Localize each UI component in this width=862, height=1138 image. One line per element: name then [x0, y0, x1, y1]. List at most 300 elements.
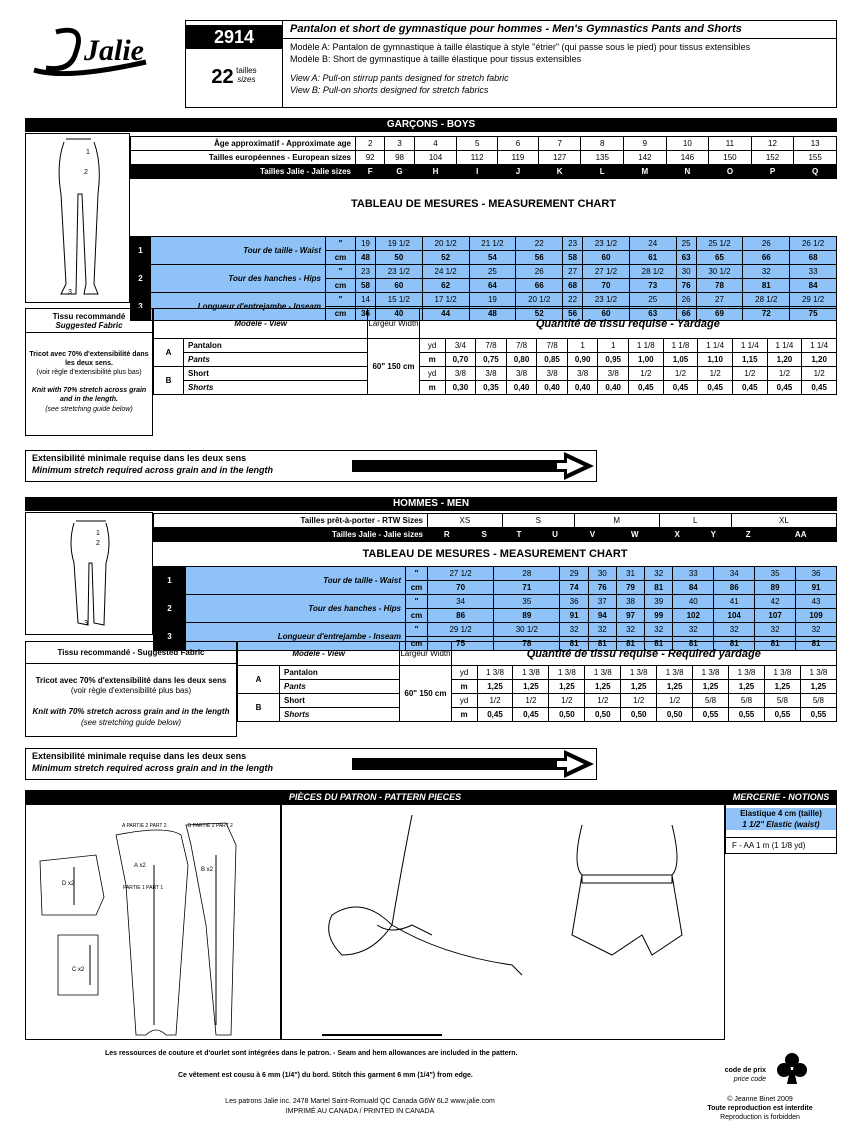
boys-yard-row-m [154, 353, 837, 367]
cm-cell: 107 [755, 609, 796, 623]
yd-cell: 1 3/8 [477, 666, 513, 680]
cm-cell: 94 [588, 609, 616, 623]
age-cell: 10 [666, 137, 709, 151]
m-cell: 0,50 [621, 708, 657, 722]
descriptions [290, 42, 750, 97]
unit-cm: cm [406, 581, 428, 595]
cm-cell: 75 [790, 307, 837, 321]
cm-cell: 63 [676, 251, 696, 265]
inch-cell: 31 [616, 567, 644, 581]
inch-cell: 23 [356, 265, 376, 279]
yd-cell: 1/2 [698, 367, 733, 381]
stretch-text-1 [32, 453, 273, 476]
cm-cell: 73 [629, 279, 676, 293]
footer-seam: Les ressources de couture et d'ourlet sont intégrées dans le patron. - Seam and hem allowances are included in the pattern. [105, 1050, 518, 1057]
stretch-arrow-icon-2 [352, 750, 596, 778]
cm-cell: 48 [469, 307, 516, 321]
unit-m: m [451, 708, 477, 722]
stretch-arrow-icon [352, 452, 596, 480]
unit-in: " [406, 623, 428, 637]
view-letter: B [238, 694, 280, 722]
inch-cell: 32 [645, 623, 673, 637]
yd-cell: 1/2 [629, 367, 664, 381]
jalie-cell: P [751, 165, 794, 179]
m-cell: 0,55 [729, 708, 765, 722]
m-cell: 1,20 [802, 353, 837, 367]
cm-cell: 60 [583, 251, 630, 265]
cm-cell: 58 [563, 251, 583, 265]
unit-cm: cm [406, 609, 428, 623]
sizes-count: 22 [211, 66, 234, 88]
eu-cell: 92 [356, 151, 385, 165]
eu-cell: 142 [624, 151, 667, 165]
inch-cell: 17 1/2 [422, 293, 469, 307]
cm-cell: 63 [629, 307, 676, 321]
yd-cell: 1 1/4 [732, 339, 767, 353]
m-cell: 0,50 [585, 708, 621, 722]
m-cell: 0,45 [802, 381, 837, 395]
pattern-pieces-drawing [26, 805, 280, 1039]
men-figure-icon [26, 513, 152, 634]
boys-fabric-en: Suggested Fabric [55, 321, 123, 330]
jalie-cell: J [498, 165, 539, 179]
inch-cell: 36 [796, 567, 837, 581]
cm-cell: 65 [696, 251, 743, 265]
unit-cm: cm [326, 279, 356, 293]
cm-cell: 99 [645, 609, 673, 623]
inch-cell: 26 [743, 237, 790, 251]
jalie-cell: Y [695, 528, 731, 542]
m-cell: 0,95 [598, 353, 629, 367]
row-number: 1 [131, 237, 151, 265]
jalie-cell: T [502, 528, 536, 542]
boys-header: GARÇONS - BOYS [25, 118, 837, 132]
yd-cell: 1/2 [663, 367, 698, 381]
inch-cell: 20 1/2 [422, 237, 469, 251]
jalie-cell: L [581, 165, 624, 179]
cm-cell: 70 [428, 581, 494, 595]
inch-cell: 43 [796, 595, 837, 609]
cm-cell: 89 [494, 609, 560, 623]
yd-cell: 5/8 [764, 694, 800, 708]
boys-fabric-fr: Tissu recommandé [52, 312, 126, 321]
yd-cell: 7/8 [506, 339, 537, 353]
men-note3: Knit with 70% stretch across grain and in the length [32, 707, 230, 717]
desc-en-a: View A: Pull-on stirrup pants designed for stretch fabric [290, 73, 509, 84]
boys-meas-row [131, 293, 837, 307]
cm-cell: 81 [755, 637, 796, 651]
boys-fabric-label [25, 312, 153, 330]
yd-cell: 1 1/4 [767, 339, 802, 353]
cm-cell: 60 [583, 307, 630, 321]
unit-yd: yd [419, 367, 445, 381]
cm-cell: 91 [796, 581, 837, 595]
boys-yard-header [154, 309, 837, 339]
inch-cell: 35 [494, 595, 560, 609]
m-cell: 0,40 [537, 381, 568, 395]
pieces-box [25, 804, 281, 1040]
club-icon [776, 1050, 808, 1086]
men-meas-row [154, 623, 837, 637]
unit-yd: yd [451, 694, 477, 708]
jalie-cell: V [574, 528, 610, 542]
pieces-header: PIÈCES DU PATRON - PATTERN PIECES [25, 790, 725, 804]
inch-cell: 23 1/2 [375, 265, 422, 279]
yd-cell: 5/8 [800, 694, 836, 708]
inch-cell: 29 [560, 567, 588, 581]
inch-cell: 20 1/2 [516, 293, 563, 307]
cm-cell: 75 [428, 637, 494, 651]
inch-cell: 24 1/2 [422, 265, 469, 279]
inch-cell: 32 [714, 623, 755, 637]
inch-cell: 23 [563, 237, 583, 251]
unit-in: " [406, 595, 428, 609]
inch-cell: 37 [588, 595, 616, 609]
sizes-fr: tailles [236, 66, 257, 75]
m-cell: 1,25 [585, 680, 621, 694]
m-cell: 1,25 [549, 680, 585, 694]
men-meas-row [154, 567, 837, 581]
men-chart-title: TABLEAU DE MESURES - MEASUREMENT CHART [362, 548, 628, 560]
men-note4: (see stretching guide below) [80, 717, 182, 727]
cm-cell: 56 [516, 251, 563, 265]
yd-cell: 3/8 [506, 367, 537, 381]
m-cell: 0,45 [513, 708, 549, 722]
inch-cell: 19 1/2 [375, 237, 422, 251]
m-cell: 0,40 [567, 381, 598, 395]
inch-cell: 27 [696, 293, 743, 307]
measure-label: Tour de taille - Waist [186, 567, 406, 595]
inch-cell: 42 [755, 595, 796, 609]
cm-cell: 104 [714, 609, 755, 623]
cm-cell: 78 [494, 637, 560, 651]
inch-cell: 15 1/2 [375, 293, 422, 307]
men-header: HOMMES - MEN [25, 497, 837, 511]
stretch-text-2 [32, 751, 273, 774]
inch-cell: 36 [560, 595, 588, 609]
men-jalie-row [154, 528, 837, 542]
m-cell: 1,25 [800, 680, 836, 694]
view-letter: B [154, 367, 184, 395]
inch-cell: 22 [563, 293, 583, 307]
m-cell: 1,20 [767, 353, 802, 367]
stretch-fr-2: Extensibilité minimale requise dans les deux sens [32, 751, 247, 761]
fabric-width: 60" 150 cm [368, 339, 419, 395]
m-cell: 0,85 [537, 353, 568, 367]
row-number: 1 [154, 567, 186, 595]
inch-cell: 34 [428, 595, 494, 609]
cm-cell: 86 [714, 581, 755, 595]
age-cell: 2 [356, 137, 385, 151]
boys-note2: (voir règle d'extensibilité plus bas) [36, 369, 142, 377]
jalie-cell: M [624, 165, 667, 179]
view-name-en: Pants [280, 680, 400, 694]
view-name-fr: Pantalon [184, 339, 368, 353]
inch-cell: 34 [714, 567, 755, 581]
inch-cell: 30 1/2 [494, 623, 560, 637]
inch-cell: 32 [796, 623, 837, 637]
yd-cell: 1 3/8 [729, 666, 765, 680]
cm-cell: 89 [755, 581, 796, 595]
inch-cell: 27 1/2 [583, 265, 630, 279]
view-name-fr: Short [184, 367, 368, 381]
price-code-label [700, 1066, 766, 1084]
svg-text:2: 2 [96, 540, 100, 547]
inch-cell: 30 [588, 567, 616, 581]
inch-cell: 32 [616, 623, 644, 637]
cm-cell: 78 [696, 279, 743, 293]
m-cell: 1,25 [729, 680, 765, 694]
row-number: 3 [154, 623, 186, 651]
yd-cell: 1 3/8 [764, 666, 800, 680]
inch-cell: 40 [673, 595, 714, 609]
inch-cell: 32 [755, 623, 796, 637]
unit-in: " [406, 567, 428, 581]
sizes-count-box [186, 66, 282, 89]
unit-in: " [326, 237, 356, 251]
inch-cell: 33 [673, 567, 714, 581]
eu-cell: 150 [709, 151, 752, 165]
view-letter: A [238, 666, 280, 694]
yardage-label: Quantité de tissu requise - Yardage [419, 309, 836, 339]
yardage-label: Quantité de tissu requise - Required yardage [451, 642, 836, 666]
cm-cell: 109 [796, 609, 837, 623]
illustration-box [281, 804, 725, 1040]
eu-cell: 112 [457, 151, 498, 165]
yd-cell: 1/2 [802, 367, 837, 381]
m-cell: 0,45 [732, 381, 767, 395]
cm-cell: 81 [743, 279, 790, 293]
yd-cell: 1 1/4 [698, 339, 733, 353]
age-cell: 8 [581, 137, 624, 151]
yd-cell: 1 3/8 [513, 666, 549, 680]
boys-size-table [130, 136, 837, 179]
inch-cell: 25 1/2 [696, 237, 743, 251]
m-cell: 0,55 [764, 708, 800, 722]
boys-meas-row [131, 265, 837, 279]
yd-cell: 3/8 [537, 367, 568, 381]
jalie-cell: N [666, 165, 709, 179]
m-cell: 1,10 [698, 353, 733, 367]
boys-figure-box [25, 133, 130, 303]
eu-cell: 152 [751, 151, 794, 165]
rtw-cell: L [659, 514, 731, 528]
m-cell: 0,45 [663, 381, 698, 395]
age-cell: 7 [538, 137, 581, 151]
cm-cell: 74 [560, 581, 588, 595]
inch-cell: 39 [645, 595, 673, 609]
m-cell: 1,15 [732, 353, 767, 367]
age-cell: 13 [794, 137, 837, 151]
cm-cell: 79 [616, 581, 644, 595]
inch-cell: 26 1/2 [790, 237, 837, 251]
unit-m: m [419, 353, 445, 367]
men-yard-row [238, 666, 837, 680]
boys-age-row [131, 137, 837, 151]
inch-cell: 26 [516, 265, 563, 279]
yd-cell: 1/2 [732, 367, 767, 381]
yd-cell: 7/8 [537, 339, 568, 353]
cm-cell: 66 [743, 251, 790, 265]
view-letter: A [154, 339, 184, 367]
eu-cell: 104 [414, 151, 457, 165]
cm-cell: 62 [422, 279, 469, 293]
inch-cell: 32 [588, 623, 616, 637]
men-note2: (voir règle d'extensibilité plus bas) [70, 686, 192, 696]
inch-cell: 14 [356, 293, 376, 307]
view-name-en: Shorts [184, 381, 368, 395]
cm-cell: 84 [790, 279, 837, 293]
m-cell: 0,50 [657, 708, 693, 722]
inch-cell: 26 [676, 293, 696, 307]
m-cell: 0,35 [476, 381, 507, 395]
cm-cell: 91 [560, 609, 588, 623]
elastic-fr: Elastique 4 cm (taille) [740, 809, 822, 818]
men-figure-box [25, 512, 153, 635]
yd-cell: 1/2 [767, 367, 802, 381]
cm-cell: 54 [469, 251, 516, 265]
jalie-cell: F [356, 165, 385, 179]
unit-cm: cm [406, 637, 428, 651]
model-label: Modèle - View [154, 309, 368, 339]
cm-cell: 76 [676, 279, 696, 293]
svg-text:1: 1 [96, 530, 100, 537]
boys-yardage-table [153, 308, 837, 395]
cm-cell: 72 [743, 307, 790, 321]
m-cell: 0,40 [598, 381, 629, 395]
row-number: 3 [131, 293, 151, 321]
m-cell: 0,45 [477, 708, 513, 722]
m-cell: 0,30 [445, 381, 476, 395]
m-cell: 0,75 [476, 353, 507, 367]
men-yard-header [238, 642, 837, 666]
yd-cell: 1 3/8 [585, 666, 621, 680]
cm-cell: 64 [469, 279, 516, 293]
inch-cell: 38 [616, 595, 644, 609]
desc-fr-b: Modèle B: Short de gymnastique à taille élastique pour tissus extensibles [290, 53, 582, 64]
inch-cell: 32 [645, 567, 673, 581]
cm-cell: 84 [673, 581, 714, 595]
view-name-en: Pants [184, 353, 368, 367]
cm-cell: 40 [375, 307, 422, 321]
boys-yard-row-m [154, 381, 837, 395]
measure-label: Longueur d'entrejambe - Inseam [186, 623, 406, 651]
m-cell: 0,55 [800, 708, 836, 722]
inch-cell: 32 [673, 623, 714, 637]
unit-in: " [326, 293, 356, 307]
men-meas-row [154, 595, 837, 609]
elastic-en: 1 1/2" Elastic (waist) [742, 820, 820, 830]
piece-a: A x2 [134, 863, 146, 869]
inch-cell: 28 1/2 [629, 265, 676, 279]
measure-label: Tour des hanches - Hips [151, 265, 326, 293]
cm-cell: 81 [616, 637, 644, 651]
inch-cell: 35 [755, 567, 796, 581]
measure-label: Tour des hanches - Hips [186, 595, 406, 623]
piece-b: B x2 [201, 867, 214, 873]
notions-header: MERCERIE - NOTIONS [725, 790, 837, 804]
inch-cell: 29 1/2 [790, 293, 837, 307]
rtw-label: Tailles prêt-à-porter - RTW Sizes [154, 514, 428, 528]
desc-en-b: View B: Pull-on shorts designed for stretch fabrics [290, 85, 489, 96]
rights-fr: Toute reproduction est interdite [707, 1105, 813, 1113]
inch-cell: 25 [629, 293, 676, 307]
boys-fabric-notes [28, 350, 150, 414]
pattern-number: 2914 [186, 25, 282, 49]
unit-cm: cm [326, 307, 356, 321]
eu-cell: 155 [794, 151, 837, 165]
age-cell: 12 [751, 137, 794, 151]
men-size-table [153, 513, 837, 542]
eu-cell: 98 [385, 151, 414, 165]
age-label: Âge approximatif - Approximate age [131, 137, 356, 151]
stretch-en-2: Minimum stretch required across grain and in the length [32, 762, 274, 773]
desc-fr-a: Modèle A: Pantalon de gymnastique à taille élastique à style "étrier" (qui passe sous le pied) pour tissus extensibles [290, 42, 751, 52]
copyright-block [700, 1095, 820, 1122]
yd-cell: 1 1/8 [629, 339, 664, 353]
logo-text: Jalie [84, 34, 144, 67]
jalie-cell: H [414, 165, 457, 179]
yd-cell: 1 1/8 [663, 339, 698, 353]
jalie-cell: R [428, 528, 467, 542]
cm-cell: 58 [356, 279, 376, 293]
cm-cell: 50 [375, 251, 422, 265]
inch-cell: 28 1/2 [743, 293, 790, 307]
inch-cell: 23 1/2 [583, 237, 630, 251]
m-cell: 0,70 [445, 353, 476, 367]
jalie-label: Tailles Jalie - Jalie sizes [131, 165, 356, 179]
yd-cell: 1 3/8 [657, 666, 693, 680]
yd-cell: 1 3/8 [549, 666, 585, 680]
cm-cell: 66 [676, 307, 696, 321]
cm-cell: 44 [422, 307, 469, 321]
cm-cell: 81 [560, 637, 588, 651]
view-name-en: Shorts [280, 708, 400, 722]
boys-figure-icon [26, 134, 129, 302]
men-yard-row-m [238, 708, 837, 722]
yd-cell: 3/8 [567, 367, 598, 381]
measure-label: Tour de taille - Waist [151, 237, 326, 265]
boys-jalie-row [131, 165, 837, 179]
yd-cell: 5/8 [729, 694, 765, 708]
cm-cell: 60 [375, 279, 422, 293]
inch-cell: 25 [676, 237, 696, 251]
cm-cell: 66 [516, 279, 563, 293]
boys-note3: Knit with 70% stretch across grain and in the length. [31, 387, 147, 404]
m-cell: 1,25 [477, 680, 513, 694]
fabric-width: 60" 150 cm [400, 666, 451, 722]
inch-cell: 21 1/2 [469, 237, 516, 251]
unit-cm: cm [326, 251, 356, 265]
boys-eu-row [131, 151, 837, 165]
m-cell: 0,45 [629, 381, 664, 395]
stretch-en-1: Minimum stretch required across grain and in the length [32, 464, 274, 475]
unit-in: " [326, 265, 356, 279]
boys-note1: Tricot avec 70% d'extensibilité dans les deux sens. [29, 351, 149, 368]
cm-cell: 52 [516, 307, 563, 321]
m-cell: 1,25 [693, 680, 729, 694]
price-en: price code [733, 1076, 766, 1084]
unit-m: m [419, 381, 445, 395]
inch-cell: 32 [743, 265, 790, 279]
cm-cell: 71 [494, 581, 560, 595]
jalie-cell: W [610, 528, 659, 542]
cm-cell: 68 [790, 251, 837, 265]
inch-cell: 27 1/2 [428, 567, 494, 581]
cm-cell: 81 [673, 637, 714, 651]
cm-cell: 36 [356, 307, 376, 321]
men-yard-row-m [238, 680, 837, 694]
